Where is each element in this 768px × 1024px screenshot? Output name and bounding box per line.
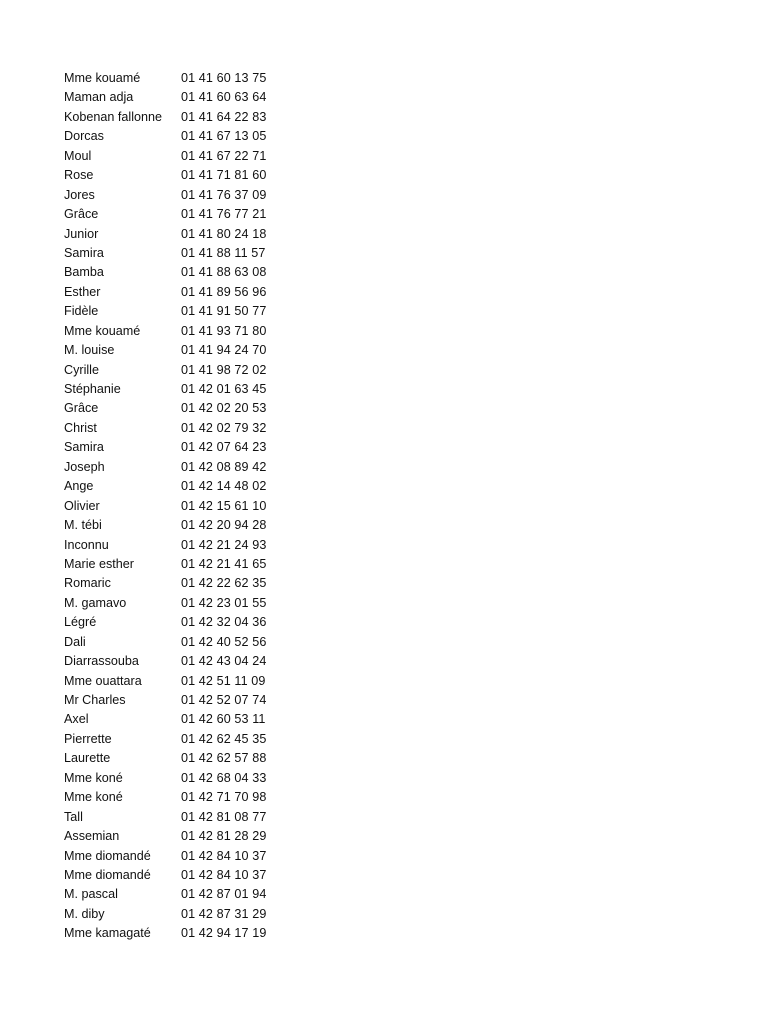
contact-name-cell[interactable]: Maman adja (64, 90, 134, 105)
phone-number-cell[interactable]: 01 42 15 61 10 (181, 498, 267, 513)
table-row (64, 458, 324, 477)
phone-number-cell[interactable]: 01 42 87 01 94 (181, 887, 267, 902)
table-row (64, 127, 324, 146)
contact-name-cell[interactable]: Stéphanie (64, 382, 121, 396)
phone-number-cell[interactable]: 01 42 68 04 33 (181, 770, 267, 785)
contact-name-cell[interactable]: M. pascal (64, 887, 118, 902)
table-row (64, 691, 324, 710)
contact-name-cell[interactable]: Joseph (64, 459, 105, 474)
contact-name-cell[interactable]: Dorcas (64, 129, 104, 144)
table-row (64, 633, 324, 652)
contact-name-cell[interactable]: Mr Charles (64, 693, 126, 707)
contact-name-cell[interactable]: Samira (64, 440, 104, 455)
table-row (64, 749, 324, 768)
contact-name-cell[interactable]: Ange (64, 479, 94, 494)
table-row (64, 69, 324, 88)
phone-number-cell[interactable]: 01 42 21 24 93 (181, 537, 267, 552)
table-row (64, 574, 324, 593)
table-row (64, 322, 324, 341)
table-row (64, 263, 324, 282)
table-row (64, 710, 324, 729)
table-row (64, 885, 324, 904)
phone-number-cell[interactable]: 01 41 98 72 02 (181, 362, 267, 377)
phone-number-cell[interactable]: 01 42 14 48 02 (181, 479, 267, 494)
contact-name-cell[interactable]: Fidèle (64, 304, 99, 319)
phone-number-cell[interactable]: 01 42 84 10 37 (181, 867, 267, 882)
phone-number-cell[interactable]: 01 42 02 79 32 (181, 420, 267, 435)
phone-number-cell[interactable]: 01 42 07 64 23 (181, 440, 267, 455)
table-row (64, 788, 324, 807)
contact-name-cell[interactable]: Pierrette (64, 731, 112, 746)
table-row (64, 594, 324, 613)
phone-number-cell[interactable]: 01 41 67 13 05 (181, 129, 267, 144)
table-row (64, 769, 324, 788)
table-row (64, 536, 324, 555)
contact-name-cell[interactable]: Olivier (64, 498, 100, 513)
table-row (64, 166, 324, 185)
contact-name-cell[interactable]: Diarrassouba (64, 654, 139, 669)
phone-number-cell[interactable]: 01 42 23 01 55 (181, 595, 267, 610)
contact-name-cell[interactable]: Inconnu (64, 537, 109, 552)
phone-number-cell[interactable]: 01 42 01 63 45 (181, 382, 267, 396)
table-row (64, 88, 324, 107)
contact-name-cell[interactable]: Dali (64, 634, 86, 649)
phone-number-cell[interactable]: 01 41 94 24 70 (181, 343, 267, 358)
phone-number-cell[interactable]: 01 42 87 31 29 (181, 906, 267, 921)
phone-number-cell[interactable]: 01 42 40 52 56 (181, 634, 267, 649)
phone-number-cell[interactable]: 01 41 60 63 64 (181, 90, 267, 105)
contact-name-cell[interactable]: Junior (64, 226, 99, 241)
phone-number-cell[interactable]: 01 41 89 56 96 (181, 284, 267, 299)
contact-name-cell[interactable]: Mme diomandé (64, 848, 151, 863)
contact-name-cell[interactable]: Légré (64, 615, 97, 630)
table-row (64, 438, 324, 457)
table-row (64, 613, 324, 632)
table-row (64, 205, 324, 224)
table-row (64, 380, 324, 399)
phone-number-cell[interactable]: 01 42 84 10 37 (181, 848, 267, 863)
phone-number-cell[interactable]: 01 41 88 11 57 (181, 245, 266, 260)
table-row (64, 477, 324, 496)
table-row (64, 847, 324, 866)
contact-name-cell[interactable]: M. tébi (64, 518, 102, 533)
contact-name-cell[interactable]: Moul (64, 148, 92, 163)
table-row (64, 827, 324, 846)
phone-number-cell[interactable]: 01 41 60 13 75 (181, 71, 267, 85)
phone-number-cell[interactable]: 01 42 43 04 24 (181, 654, 267, 669)
contact-name-cell[interactable]: Tall (64, 809, 83, 824)
phone-number-cell[interactable]: 01 42 62 57 88 (181, 751, 267, 766)
table-row (64, 866, 324, 885)
contact-name-cell[interactable]: Laurette (64, 751, 111, 766)
table-row (64, 555, 324, 574)
table-row (64, 302, 324, 321)
contact-name-cell[interactable]: M. diby (64, 906, 105, 921)
table-row (64, 244, 324, 263)
table-row (64, 186, 324, 205)
contact-name-cell[interactable]: Jores (64, 187, 95, 202)
contact-name-cell[interactable]: Bamba (64, 265, 104, 280)
phone-number-cell[interactable]: 01 41 71 81 60 (181, 168, 267, 183)
table-row (64, 419, 324, 438)
phone-number-cell[interactable]: 01 42 71 70 98 (181, 790, 267, 805)
table-row (64, 108, 324, 127)
contact-name-cell[interactable]: Mme koné (64, 770, 123, 785)
contact-name-cell[interactable]: Marie esther (64, 556, 134, 571)
phone-number-cell[interactable]: 01 41 88 63 08 (181, 265, 267, 280)
table-row (64, 399, 324, 418)
phone-number-cell[interactable]: 01 41 80 24 18 (181, 226, 267, 241)
phone-number-cell[interactable]: 01 42 21 41 65 (181, 556, 267, 571)
phone-number-cell[interactable]: 01 41 64 22 83 (181, 109, 267, 124)
contact-name-cell[interactable]: M. gamavo (64, 595, 127, 610)
table-row (64, 730, 324, 749)
contact-list (64, 69, 324, 944)
phone-number-cell[interactable]: 01 42 51 11 09 (181, 673, 266, 688)
table-row (64, 808, 324, 827)
table-row (64, 497, 324, 516)
contact-name-cell[interactable]: Samira (64, 245, 104, 260)
table-row (64, 361, 324, 380)
contact-name-cell[interactable]: Assemian (64, 829, 120, 844)
phone-number-cell[interactable]: 01 41 76 37 09 (181, 187, 267, 202)
phone-number-cell[interactable]: 01 41 91 50 77 (181, 304, 267, 319)
phone-number-cell[interactable]: 01 42 08 89 42 (181, 459, 267, 474)
phone-number-cell[interactable]: 01 42 60 53 11 (181, 712, 266, 727)
contact-name-cell[interactable]: Mme kouamé (64, 71, 141, 85)
table-row (64, 341, 324, 360)
table-row (64, 283, 324, 302)
contact-name-cell[interactable]: Romaric (64, 576, 111, 591)
contact-name-cell[interactable]: Mme kamagaté (64, 926, 151, 941)
table-row (64, 924, 324, 943)
table-row (64, 652, 324, 671)
table-row (64, 672, 324, 691)
table-row (64, 225, 324, 244)
phone-number-cell[interactable]: 01 42 62 45 35 (181, 731, 267, 746)
phone-number-cell[interactable]: 01 41 76 77 21 (181, 207, 267, 222)
contact-name-cell[interactable]: Grâce (64, 401, 99, 416)
contact-name-cell[interactable]: M. louise (64, 343, 115, 358)
table-row (64, 147, 324, 166)
phone-number-cell[interactable]: 01 42 22 62 35 (181, 576, 267, 591)
contact-name-cell[interactable]: Esther (64, 284, 101, 299)
contact-name-cell[interactable]: Axel (64, 712, 89, 727)
phone-number-cell[interactable]: 01 42 81 08 77 (181, 809, 267, 824)
phone-number-cell[interactable]: 01 42 32 04 36 (181, 615, 267, 630)
phone-number-cell[interactable]: 01 42 20 94 28 (181, 518, 267, 533)
phone-number-cell[interactable]: 01 41 93 71 80 (181, 323, 267, 338)
phone-number-cell[interactable]: 01 41 67 22 71 (181, 148, 267, 163)
contact-name-cell[interactable]: Cyrille (64, 362, 99, 377)
phone-number-cell[interactable]: 01 42 94 17 19 (181, 926, 267, 941)
phone-number-cell[interactable]: 01 42 81 28 29 (181, 829, 267, 844)
contact-name-cell[interactable]: Rose (64, 168, 94, 183)
contact-name-cell[interactable]: Grâce (64, 207, 99, 222)
phone-number-cell[interactable]: 01 42 52 07 74 (181, 693, 267, 707)
contact-name-cell[interactable]: Mme diomandé (64, 867, 151, 882)
contact-name-cell[interactable]: Kobenan fallonne (64, 109, 163, 124)
table-row (64, 905, 324, 924)
table-row (64, 516, 324, 535)
contact-name-cell[interactable]: Christ (64, 420, 97, 435)
contact-name-cell[interactable]: Mme ouattara (64, 673, 142, 688)
contact-name-cell[interactable]: Mme koné (64, 790, 123, 805)
phone-number-cell[interactable]: 01 42 02 20 53 (181, 401, 267, 416)
contact-name-cell[interactable]: Mme kouamé (64, 323, 141, 338)
